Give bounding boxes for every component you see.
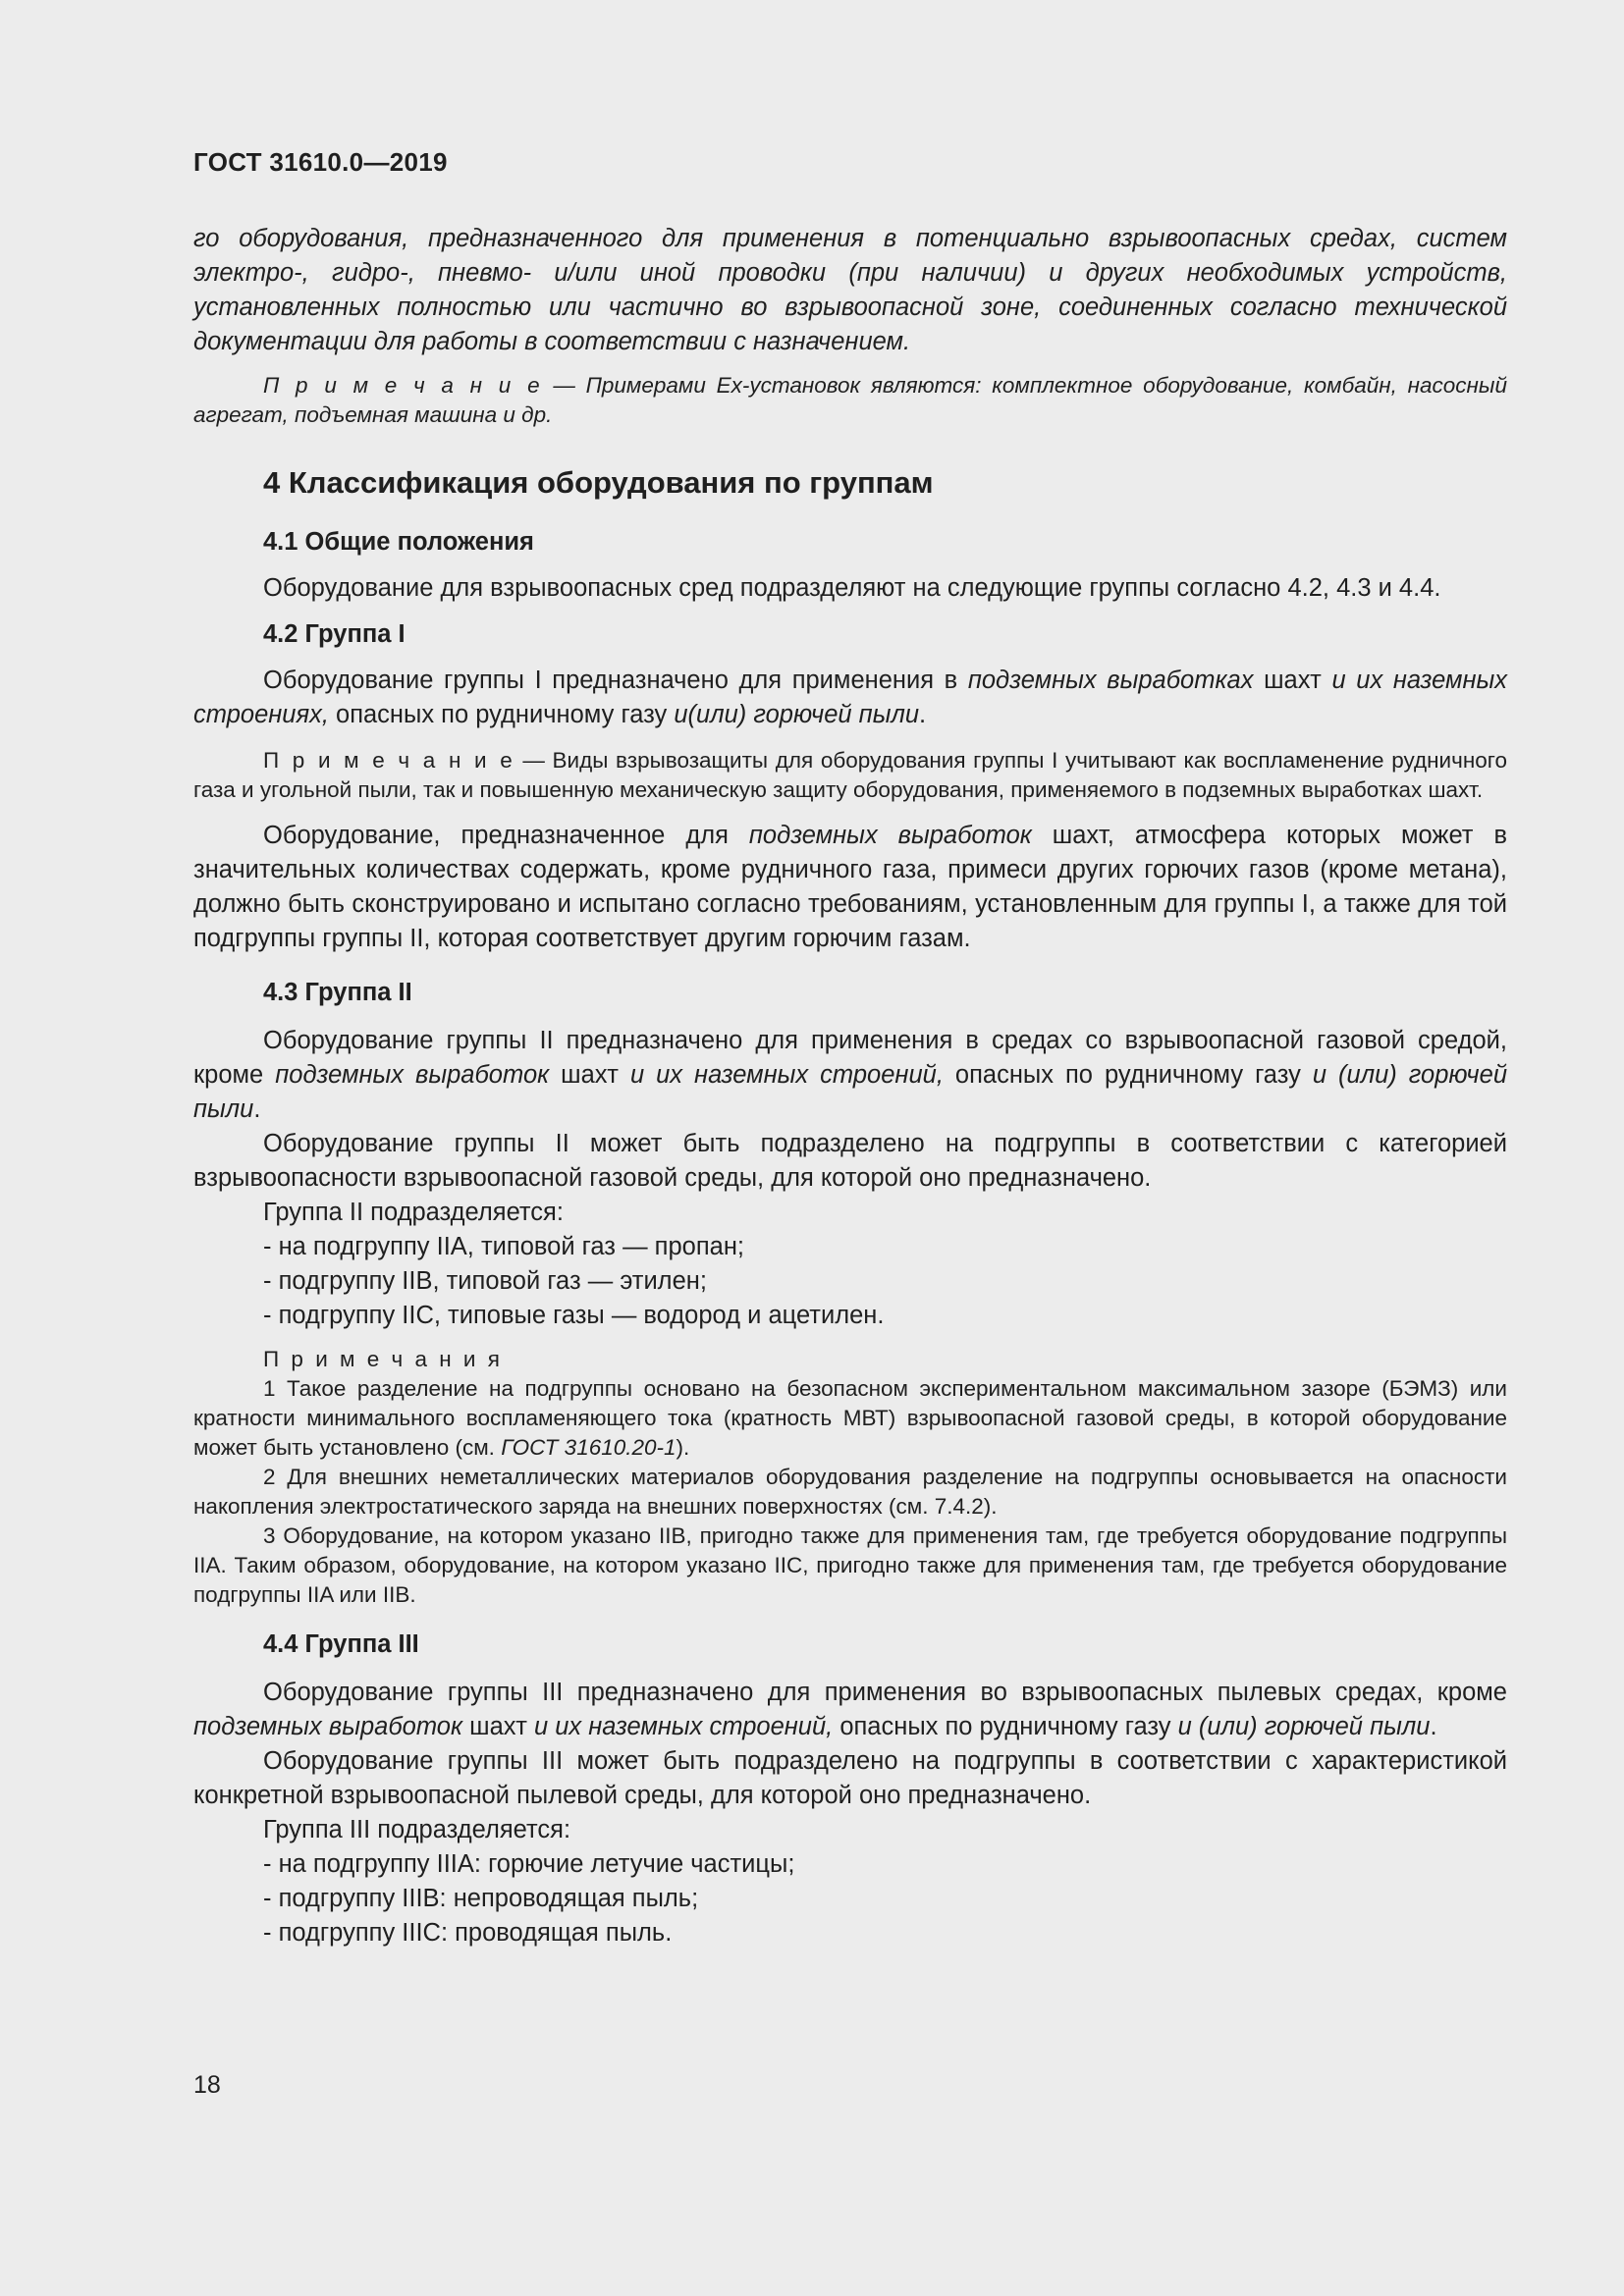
list-item: - подгруппу IIIC: проводящая пыль. xyxy=(263,1919,673,1947)
list-item: - на подгруппу IIIA: горючие летучие частицы; xyxy=(263,1850,795,1878)
section-4-1-title: 4.1 Общие положения xyxy=(263,528,534,556)
section-4-3-para-2: Оборудование группы II может быть подразделено на подгруппы в соответствии с категорией взрывоопасности взрывоопасной газовой среды, для которой оно предназначено. xyxy=(193,1130,1507,1192)
section-4-title: 4 Классификация оборудования по группам xyxy=(263,465,934,500)
section-4-3-title: 4.3 Группа II xyxy=(263,979,412,1006)
section-4-2-title: 4.2 Группа I xyxy=(263,620,406,648)
section-4-4-title: 4.4 Группа III xyxy=(263,1630,419,1658)
list-item: - на подгруппу IIA, типовой газ — пропан; xyxy=(263,1233,744,1260)
page-content xyxy=(193,222,1507,1950)
section-4-3-note-3: 3 Оборудование, на котором указано IIB, пригодно также для применения там, где требуется оборудование подгруппы IIA. Таким образом, оборудование, на котором указано IIC, пригодно также для применения там, где требуется оборудование подгруппы IIA или IIB. xyxy=(193,1523,1507,1607)
intro-note: П р и м е ч а н и е — Примерами Ех-установок являются: комплектное оборудование, комбайн, насосный агрегат, подъемная машина и др. xyxy=(193,373,1507,427)
section-4-3-note-1: 1 Такое разделение на подгруппы основано на безопасном экспериментальном максимальном зазоре (БЭМЗ) или кратности минимального воспламеняющего тока (кратность МВТ) взрывоопасной газовой среды, в которой оборудование может быть установлено (см. ГОСТ 31610.20-1). xyxy=(193,1376,1507,1460)
list-item: - подгруппу IIB, типовой газ — этилен; xyxy=(263,1267,707,1295)
section-4-2-para-2: Оборудование, предназначенное для подземных выработок шахт, атмосфера которых может в значительных количествах содержать, кроме рудничного газа, примеси других горючих газов (кроме метана), должно быть сконструировано и испытано согласно требованиям, установленным для группы I, а также для той подгруппы группы II, которая соответствует другим горючим газам. xyxy=(193,822,1507,952)
section-4-1-para: Оборудование для взрывоопасных сред подразделяют на следующие группы согласно 4.2, 4.3 и 4.4. xyxy=(263,574,1441,602)
page-number: 18 xyxy=(193,2071,221,2099)
section-4-3-para-3: Группа II подразделяется: xyxy=(263,1199,564,1226)
section-4-4-para-3: Группа III подразделяется: xyxy=(263,1816,571,1843)
intro-paragraph: го оборудования, предназначенного для применения в потенциально взрывоопасных средах, систем электро-, гидро-, пневмо- и/или иной проводки (при наличии) и других необходимых устройств, установленных полностью или частично во взрывоопасной зоне, соединенных согласно технической документации для работы в соответствии с назначением. xyxy=(193,225,1507,355)
section-4-3-note-2: 2 Для внешних неметаллических материалов оборудования разделение на подгруппы основывается на опасности накопления электростатического заряда на внешних поверхностях (см. 7.4.2). xyxy=(193,1465,1507,1519)
list-item: - подгруппу IIC, типовые газы — водород и ацетилен. xyxy=(263,1302,885,1329)
section-4-3-notes-label: П р и м е ч а н и я xyxy=(263,1347,503,1371)
section-4-2-para-1: Оборудование группы I предназначено для применения в подземных выработках шахт и их наземных строениях, опасных по рудничному газу и(или) горючей пыли. xyxy=(193,667,1508,728)
section-4-4-para-1: Оборудование группы III предназначено для применения во взрывоопасных пылевых средах, кроме подземных выработок шахт и их наземных строений, опасных по рудничному газу и (или) горючей пыли. xyxy=(193,1679,1507,1740)
section-4-2-note: П р и м е ч а н и е — Виды взрывозащиты для оборудования группы I учитывают как воспламенение рудничного газа и угольной пыли, так и повышенную механическую защиту оборудования, применяемого в подземных выработках шахт. xyxy=(193,748,1507,802)
section-4-4-para-2: Оборудование группы III может быть подразделено на подгруппы в соответствии с характеристикой конкретной взрывоопасной пылевой среды, для которой оно предназначено. xyxy=(193,1747,1507,1809)
list-item: - подгруппу IIIB: непроводящая пыль; xyxy=(263,1885,699,1912)
section-4-3-para-1: Оборудование группы II предназначено для применения в средах со взрывоопасной газовой средой, кроме подземных выработок шахт и их наземных строений, опасных по рудничному газу и (или) горючей пыли. xyxy=(193,1027,1507,1123)
document-code-header: ГОСТ 31610.0—2019 xyxy=(193,147,448,177)
